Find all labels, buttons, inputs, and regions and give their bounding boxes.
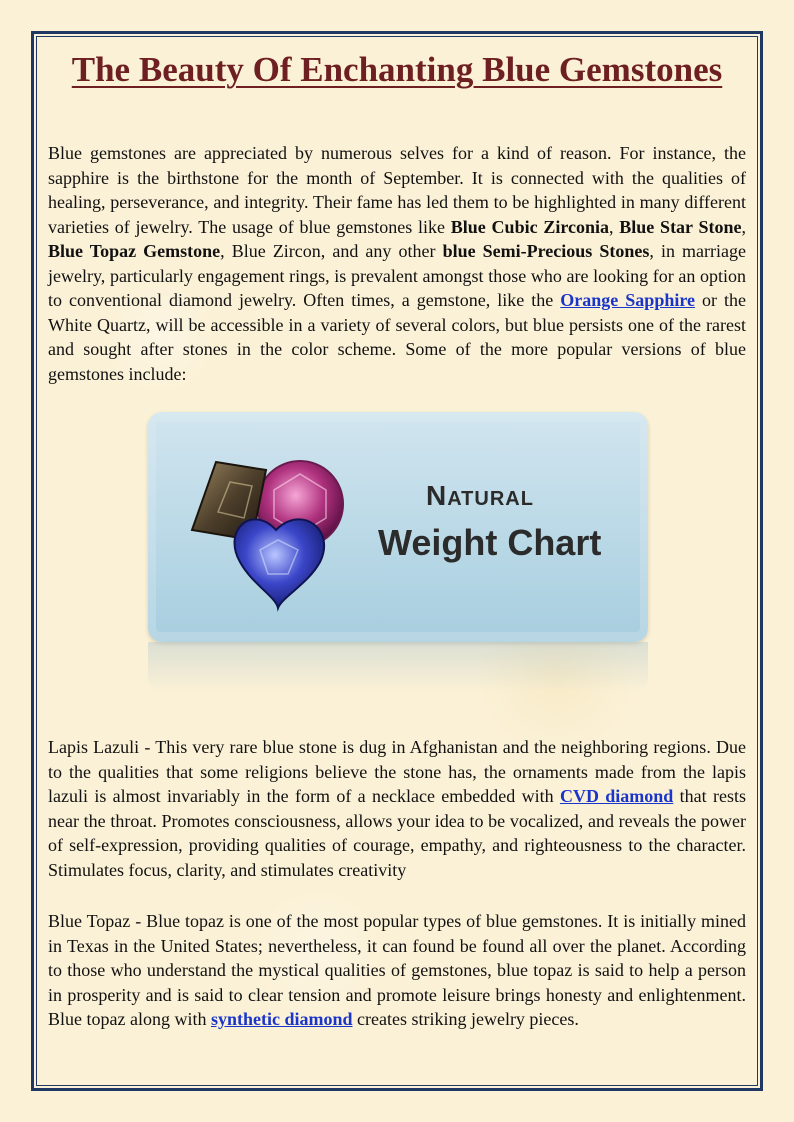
- blue-heart-gem-icon: [235, 519, 325, 608]
- text-run: or the White Quartz, will be accessible in a variety of several colors, but blue persists one of the rarest and sought after stones in the color scheme. Some of the more popular versions of blue gemstones include:: [48, 290, 747, 384]
- orange-sapphire-link[interactable]: Orange Sapphire: [560, 290, 695, 310]
- lapis-lazuli-paragraph: [48, 735, 746, 882]
- bold-blue-cubic-zirconia: Blue Cubic Zirconia: [450, 216, 610, 237]
- synthetic-diamond-link[interactable]: synthetic diamond: [210, 1009, 353, 1029]
- banner-weight-chart-label: Weight Chart: [378, 522, 602, 563]
- text-run: , in marriage jewelry, particularly engagement rings, is prevalent amongst those who are looking for an option to conventional diamond jewelry. Often times, a gemstone, like the: [48, 241, 746, 310]
- banner-natural-label: Natural: [426, 480, 534, 511]
- banner-reflection: [148, 642, 648, 692]
- text-run: Blue gemstones are appreciated by numerous selves for a kind of reason. For instance, the sapphire is the birthstone for the month of September. It is connected with the qualities of healing, perseverance, and integrity. Their fame has led them to be highlighted in many different varieties of jewelry. The usage of blue gemstones like: [48, 143, 746, 237]
- bold-blue-topaz-gemstone: Blue Topaz Gemstone: [48, 241, 221, 261]
- text-run: , Blue Zircon, and any other: [220, 241, 443, 261]
- weight-chart-banner-image: [148, 412, 648, 642]
- intro-paragraph: [48, 141, 746, 386]
- cvd-diamond-link[interactable]: CVD diamond: [559, 786, 674, 806]
- text-run: that rests near the throat. Promotes consciousness, allows your idea to be vocalized, and reveals the power of self-expression, providing qualities of courage, empathy, and righteousness to the character. Stimulates focus, clarity, and stimulates creativity: [48, 786, 746, 880]
- bold-blue-star-stone: Blue Star Stone: [619, 216, 742, 237]
- page-title: The Beauty Of Enchanting Blue Gemstones: [71, 50, 723, 89]
- text-run: ,: [741, 216, 746, 237]
- text-run: Lapis Lazuli - This very rare blue stone is dug in Afghanistan and the neighboring regions. Due to the qualities that some religions believe the stone has, the ornaments made from the lapis lazuli is almost invariably in the form of a necklace embedded with: [48, 737, 746, 806]
- text-run: Blue Topaz - Blue topaz is one of the most popular types of blue gemstones. It is initially mined in Texas in the United States; nevertheless, it can found be found all over the planet. According to those who understand the mystical qualities of gemstones, blue topaz is said to help a person in prosperity and is said to clear tension and promote leisure brings honesty and enlightenment. Blue topaz along with: [48, 911, 746, 1029]
- bold-blue-semi-precious-stones: blue Semi-Precious Stones: [442, 241, 650, 261]
- text-run: ,: [609, 216, 620, 237]
- text-run: creates striking jewelry pieces.: [352, 1009, 579, 1029]
- blue-topaz-paragraph: [48, 909, 746, 1032]
